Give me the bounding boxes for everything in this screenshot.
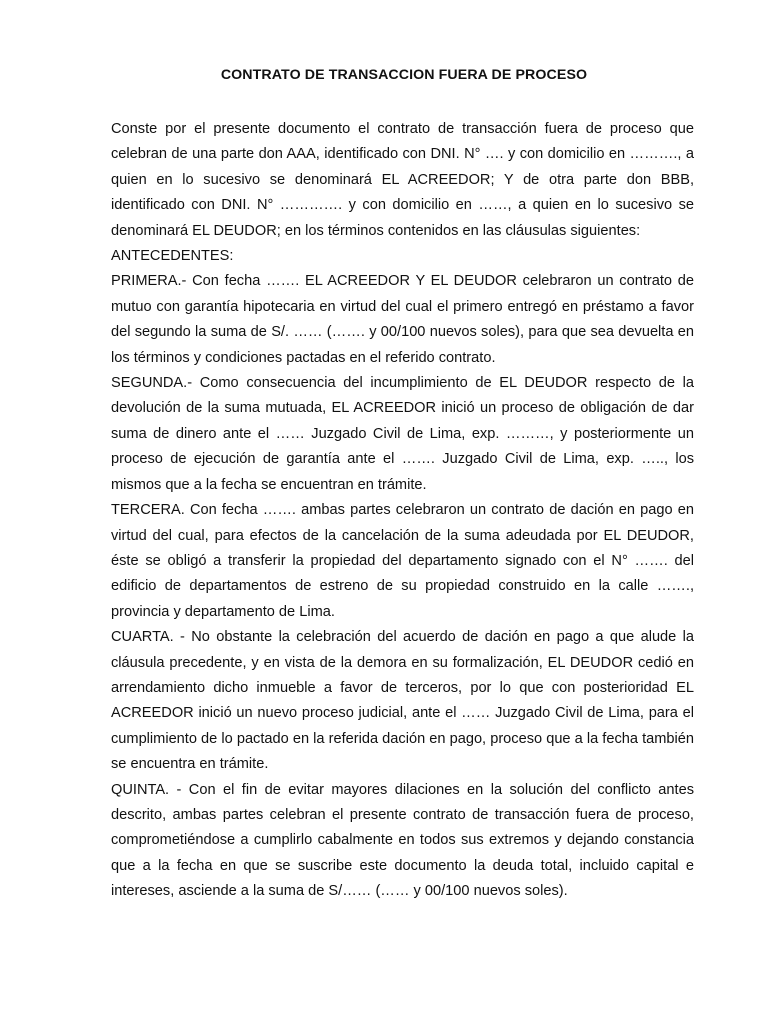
antecedentes-heading: ANTECEDENTES: — [111, 248, 234, 265]
clause-quinta: QUINTA. - Con el fin de evitar mayores dilaciones en la solución del conflicto antes descrito, ambas partes celebran el presente contrato de transacción fuera de proceso, comprometiéndose a cumplirlo cabalmente en todos sus extremos y dejando constancia que a la fecha en que se suscribe este documento la deuda total, incluido capital e intereses, asciende a la suma de S/…… (…… y 00/100 nuevos soles). — [111, 781, 694, 900]
document-title: CONTRATO DE TRANSACCION FUERA DE PROCESO — [220, 67, 588, 83]
intro-paragraph: Conste por el presente documento el contrato de transacción fuera de proceso que celebran de una parte don AAA, identificado con DNI. N° …. y con domicilio en ………., a quien en lo sucesivo se denominará EL ACREEDOR; Y de otra parte don BBB, identificado con DNI. N° …………. y con domicilio en ……, a quien en lo sucesivo se denominará EL DEUDOR; en los términos contenidos en las cláusulas siguientes: — [111, 121, 694, 239]
clause-tercera: TERCERA. Con fecha ……. ambas partes celebraron un contrato de dación en pago en virtud del cual, para efectos de la cancelación de la suma adeudada por EL DEUDOR, éste se obligó a transferir la propiedad del departamento signado con el N° ……. del edificio de departamentos de estreno de su propiedad construido en la calle ……., provincia y departamento de Lima. — [111, 502, 694, 620]
clause-cuarta: CUARTA. - No obstante la celebración del acuerdo de dación en pago a que alude la cláusula precedente, y en vista de la demora en su formalización, EL DEUDOR cedió en arrendamiento dicho inmueble a favor de terceros, por lo que con posterioridad EL ACREEDOR inició un nuevo proceso judicial, ante el …… Juzgado Civil de Lima, para el cumplimiento de lo pactado en la referida dación en pago, proceso que a la fecha también se encuentra en trámite. — [111, 629, 694, 773]
document-body — [111, 117, 694, 905]
clause-segunda: SEGUNDA.- Como consecuencia del incumplimiento de EL DEUDOR respecto de la devolución de la suma mutuada, EL ACREEDOR inició un proceso de obligación de dar suma de dinero ante el …… Juzgado Civil de Lima, exp. ………, y posteriormente un proceso de ejecución de garantía ante el ……. Juzgado Civil de Lima, exp. ….., los mismos que a la fecha se encuentran en trámite. — [111, 375, 694, 493]
clause-primera: PRIMERA.- Con fecha ……. EL ACREEDOR Y EL DEUDOR celebraron un contrato de mutuo con garantía hipotecaria en virtud del cual el primero entregó en préstamo a favor del segundo la suma de S/. …… (……. y 00/100 nuevos soles), para que sea devuelta en los términos y condiciones pactadas en el referido contrato. — [111, 273, 694, 366]
